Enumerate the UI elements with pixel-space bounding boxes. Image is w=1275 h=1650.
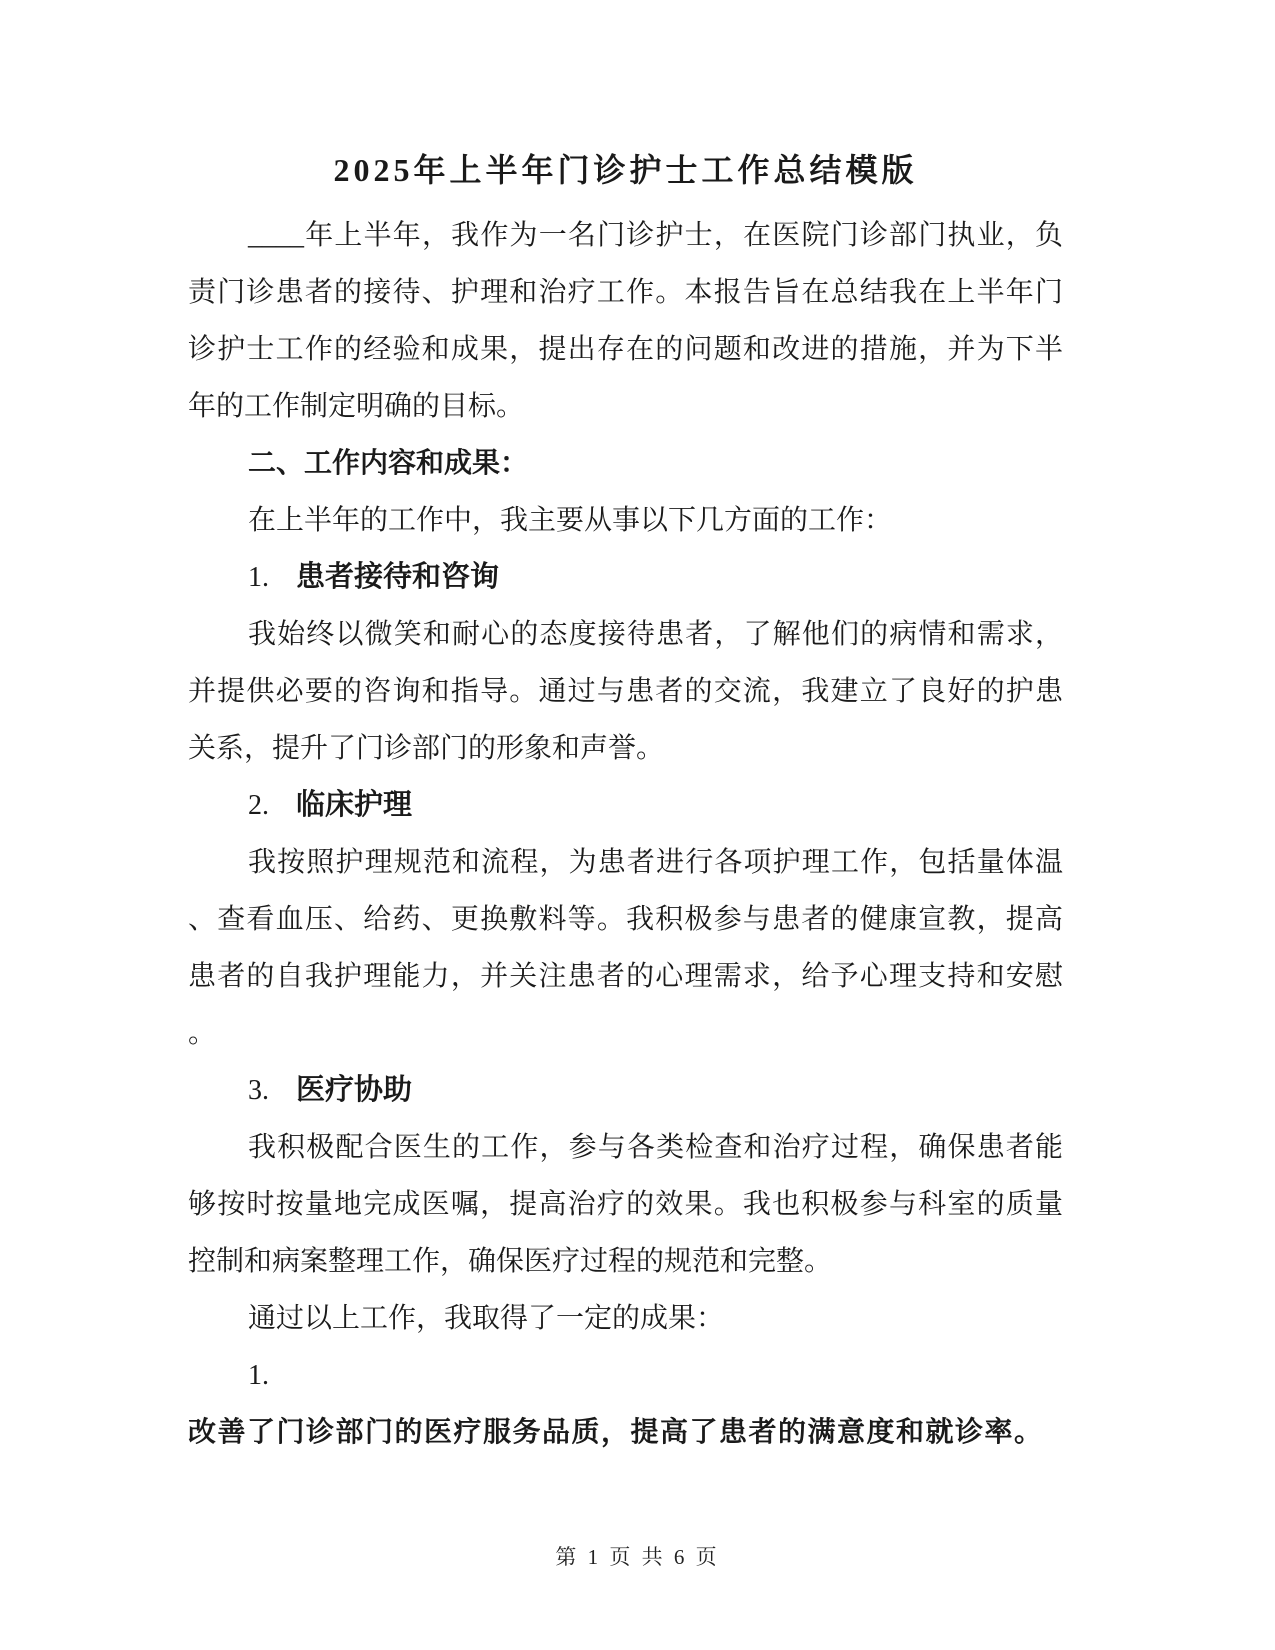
document-content — [188, 148, 1063, 1461]
result-number-line: 1. — [248, 1360, 269, 1391]
list-item-heading-text: 临床护理 — [296, 789, 413, 821]
section-intro-line: 在上半年的工作中，我主要从事以下几方面的工作： — [248, 505, 893, 536]
paragraph-line: 够按时按量地完成医嘱，提高治疗的效果。我也积极参与科室的质量 — [188, 1189, 1063, 1220]
paragraph-line: 并提供必要的咨询和指导。通过与患者的交流，我建立了良好的护患 — [188, 676, 1063, 707]
list-item-number: 3. — [248, 1075, 269, 1106]
paragraph-line: 患者的自我护理能力，并关注患者的心理需求，给予心理支持和安慰 — [188, 961, 1063, 992]
results-intro-line: 通过以上工作，我取得了一定的成果： — [248, 1303, 725, 1334]
result-highlight-line: 改善了门诊部门的医疗服务品质，提高了患者的满意度和就诊率。 — [188, 1417, 1044, 1448]
page-footer — [0, 1543, 1275, 1571]
paragraph-line: 我始终以微笑和耐心的态度接待患者，了解他们的病情和需求， — [248, 619, 1063, 650]
page-number-text: 第 1 页 共 6 页 — [555, 1545, 720, 1569]
list-item-heading — [188, 1062, 1063, 1119]
list-item-heading — [188, 549, 1063, 606]
section-heading: 二、工作内容和成果： — [248, 448, 529, 479]
intro-paragraph-line: 责门诊患者的接待、护理和治疗工作。本报告旨在总结我在上半年门 — [188, 277, 1063, 308]
list-item-heading-text: 医疗协助 — [296, 1074, 413, 1106]
paragraph-line: 。 — [188, 1018, 217, 1049]
paragraph-line: 、查看血压、给药、更换敷料等。我积极参与患者的健康宣教，提高 — [188, 904, 1063, 935]
list-item-number: 2. — [248, 790, 269, 821]
intro-paragraph-line: 年的工作制定明确的目标。 — [188, 391, 525, 422]
paragraph-line: 我积极配合医生的工作，参与各类检查和治疗过程，确保患者能 — [248, 1132, 1063, 1163]
list-item-number: 1. — [248, 562, 269, 593]
paragraph-line: 关系，提升了门诊部门的形象和声誉。 — [188, 733, 665, 764]
intro-paragraph-line: 诊护士工作的经验和成果，提出存在的问题和改进的措施，并为下半 — [188, 334, 1063, 365]
list-item-heading — [188, 777, 1063, 834]
paragraph-line: 控制和病案整理工作，确保医疗过程的规范和完整。 — [188, 1246, 833, 1277]
list-item-heading-text: 患者接待和咨询 — [296, 561, 500, 593]
document-title: 2025年上半年门诊护士工作总结模版 — [333, 152, 918, 188]
paragraph-line: 我按照护理规范和流程，为患者进行各项护理工作，包括量体温 — [248, 847, 1063, 878]
intro-paragraph-line: ____年上半年，我作为一名门诊护士，在医院门诊部门执业，负 — [248, 220, 1063, 251]
